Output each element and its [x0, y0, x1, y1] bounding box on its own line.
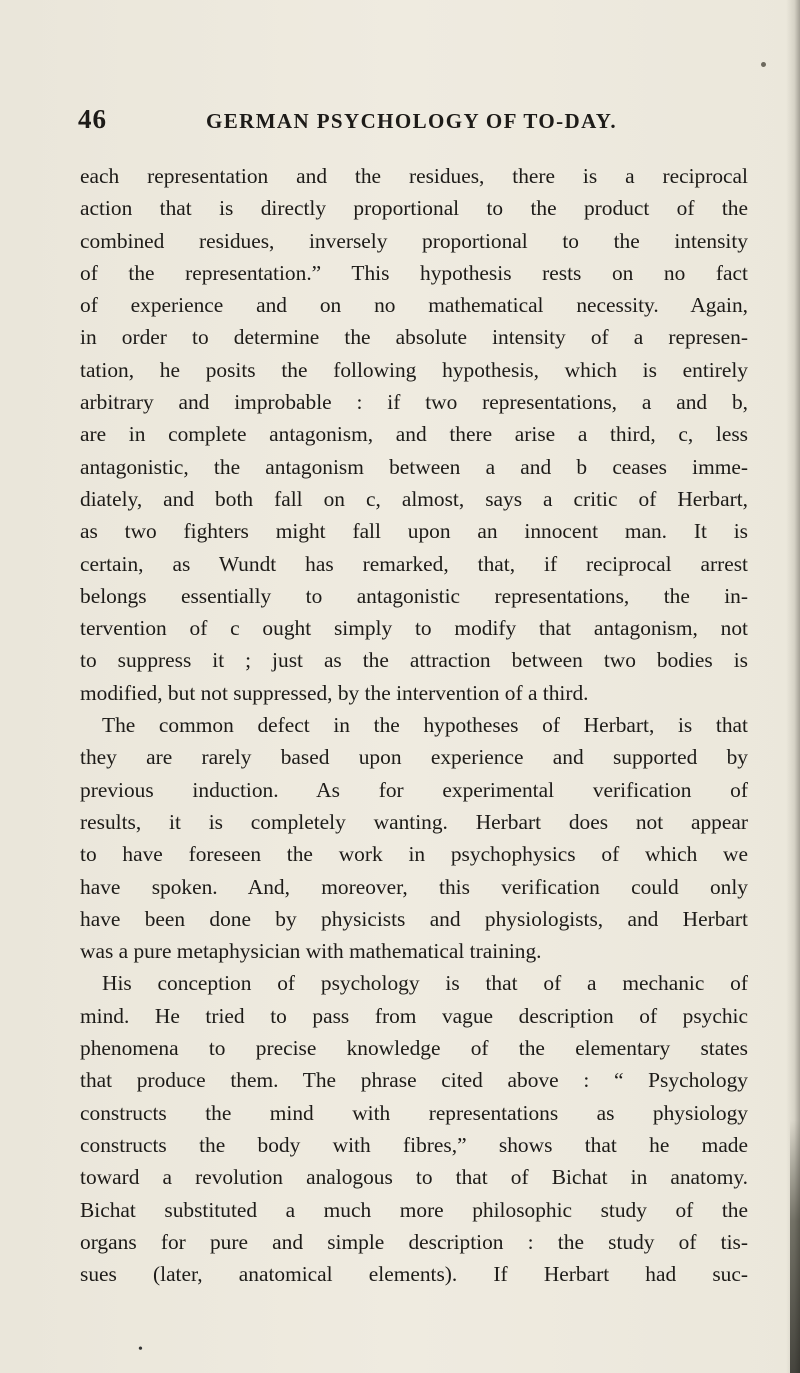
text-line: constructs the mind with representations as physiology — [80, 1100, 748, 1125]
body-text — [80, 160, 748, 1290]
text-line: of the representation.” This hypothesis rests on no fact — [80, 260, 748, 285]
text-line: in order to determine the absolute intensity of a represen- — [80, 325, 748, 350]
text-line: each representation and the residues, there is a reciprocal — [80, 164, 748, 188]
text-line: diately, and both fall on c, almost, says a critic of Herbart, — [80, 486, 748, 511]
text-line: of experience and on no mathematical necessity. Again, — [80, 293, 748, 318]
text-line: belongs essentially to antagonistic representations, the in- — [80, 583, 748, 608]
text-line: tation, he posits the following hypothesis, which is entirely — [80, 357, 748, 382]
paper-speck — [761, 62, 766, 67]
text-line: modified, but not suppressed, by the intervention of a third. — [80, 680, 589, 705]
stray-mark: • — [138, 1342, 143, 1357]
text-line: arbitrary and improbable : if two representations, a and b, — [80, 390, 748, 415]
text-line: to suppress it ; just as the attraction between two bodies is — [80, 648, 748, 673]
text-line: previous induction. As for experimental verification of — [80, 777, 748, 802]
text-line: Bichat substituted a much more philosophic study of the — [80, 1197, 748, 1222]
text-line: phenomena to precise knowledge of the elementary states — [80, 1036, 748, 1061]
text-line: organs for pure and simple description : the study of tis- — [80, 1229, 748, 1254]
text-line: tervention of c ought simply to modify that antagonism, not — [80, 616, 748, 641]
text-line: to have foreseen the work in psychophysics of which we — [80, 842, 748, 867]
text-line: antagonistic, the antagonism between a and b ceases imme- — [80, 454, 748, 479]
text-line: action that is directly proportional to the product of the — [80, 196, 748, 221]
text-line: His conception of psychology is that of a mechanic of — [102, 971, 748, 996]
text-line: as two fighters might fall upon an innocent man. It is — [80, 519, 748, 544]
text-line: combined residues, inversely proportional to the intensity — [80, 228, 748, 253]
text-line: results, it is completely wanting. Herbart does not appear — [80, 809, 748, 834]
text-line: that produce them. The phrase cited above : “ Psychology — [80, 1068, 748, 1093]
text-line: constructs the body with fibres,” shows that he made — [80, 1132, 748, 1157]
text-line: they are rarely based upon experience and supported by — [80, 745, 748, 770]
text-line: have spoken. And, moreover, this verification could only — [80, 874, 748, 899]
page-header — [78, 104, 748, 144]
text-line: are in complete antagonism, and there arise a third, c, less — [80, 422, 748, 447]
text-line: toward a revolution analogous to that of Bichat in anatomy. — [80, 1165, 748, 1190]
text-line: The common defect in the hypotheses of Herbart, is that — [102, 713, 748, 738]
text-line: was a pure metaphysician with mathematical training. — [80, 939, 542, 964]
page-edge-dark — [790, 1120, 800, 1373]
text-line: sues (later, anatomical elements). If Herbart had suc- — [80, 1262, 748, 1287]
text-line: mind. He tried to pass from vague description of psychic — [80, 1003, 748, 1028]
page-number: 46 — [78, 104, 107, 134]
text-line: certain, as Wundt has remarked, that, if reciprocal arrest — [80, 551, 748, 576]
text-line: have been done by physicists and physiologists, and Herbart — [80, 906, 748, 931]
running-head: GERMAN PSYCHOLOGY OF TO-DAY. — [206, 109, 618, 133]
